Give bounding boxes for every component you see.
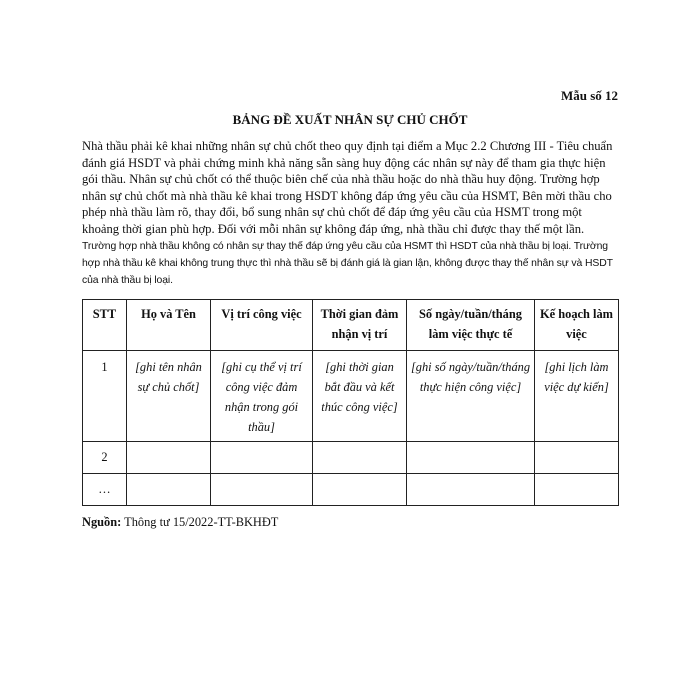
cell-working-days [407, 441, 535, 473]
cell-working-days [407, 473, 535, 505]
instruction-paragraph: Nhà thầu phải kê khai những nhân sự chủ chốt theo quy định tại điểm a Mục 2.2 Chương III - Tiêu chuẩn đánh giá HSDT và phải chứng minh khả năng sẵn sàng huy động các nhân sự này để tham gia thực hiện gói thầu. Nhân sự chủ chốt có thể thuộc biên chế của nhà thầu hoặc do nhà thầu huy động. Trường hợp nhân sự chủ chốt mà nhà thầu kê khai trong HSDT không đáp ứng yêu cầu của HSMT, Bên mời thầu cho phép nhà thầu làm rõ, thay đổi, bổ sung nhân sự chủ chốt để đáp ứng yêu cầu của HSMT trong một khoảng thời gian phù hợp. Đối với mỗi nhân sự không đáp ứng, nhà thầu chỉ được thay thế một lần. [82, 139, 613, 236]
table-header-row [83, 299, 619, 350]
cell-full-name [127, 441, 211, 473]
cell-duration [313, 441, 407, 473]
table-row [83, 441, 619, 473]
cell-duration [313, 473, 407, 505]
personnel-table [82, 299, 619, 506]
header-work-plan: Kế hoạch làm việc [535, 299, 619, 350]
cell-position [211, 441, 313, 473]
source-text: Thông tư 15/2022-TT-BKHĐT [124, 514, 279, 529]
header-stt: STT [83, 299, 127, 350]
cell-position [211, 473, 313, 505]
cell-stt: 1 [83, 350, 127, 441]
cell-work-plan [535, 473, 619, 505]
cell-work-plan [535, 441, 619, 473]
header-position: Vị trí công việc [211, 299, 313, 350]
source-label: Nguồn: [82, 514, 122, 529]
cell-full-name [127, 473, 211, 505]
table-row [83, 473, 619, 505]
header-full-name: Họ và Tên [127, 299, 211, 350]
cell-work-plan: [ghi lịch làm việc dự kiến] [535, 350, 619, 441]
cell-duration: [ghi thời gian bắt đầu và kết thúc công việc] [313, 350, 407, 441]
cell-stt: 2 [83, 441, 127, 473]
source-line [82, 514, 618, 530]
cell-position: [ghi cụ thể vị trí công việc đảm nhận trong gói thầu] [211, 350, 313, 441]
instruction-paragraph-small: Trường hợp nhà thầu không có nhân sự thay thế đáp ứng yêu cầu của HSMT thì HSDT của nhà thầu bị loại. Trường hợp nhà thầu kê khai không trung thực thì nhà thầu sẽ bị đánh giá là gian lận, không được thay thế nhân sự và HSDT của nhà thầu bị loại. [82, 240, 613, 286]
cell-stt: … [83, 473, 127, 505]
form-number: Mẫu số 12 [560, 88, 618, 103]
document-page [82, 88, 618, 530]
table-row [83, 350, 619, 441]
header-duration: Thời gian đảm nhận vị trí [313, 299, 407, 350]
cell-full-name: [ghi tên nhân sự chủ chốt] [127, 350, 211, 441]
cell-working-days: [ghi số ngày/tuần/tháng thực hiện công việc] [407, 350, 535, 441]
document-title: BẢNG ĐỀ XUẤT NHÂN SỰ CHỦ CHỐT [232, 112, 468, 127]
header-working-days: Số ngày/tuần/tháng làm việc thực tế [407, 299, 535, 350]
